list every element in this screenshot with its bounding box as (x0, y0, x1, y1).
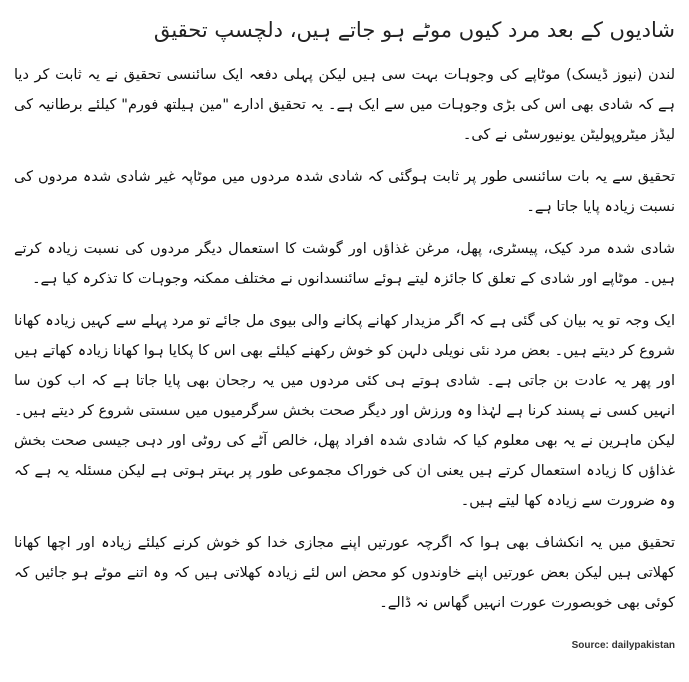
article-paragraph-1: لندن (نیوز ڈیسک) موٹاپے کی وجوہات بہت سی ہیں لیکن پہلی دفعہ ایک سائنسی تحقیق نے یہ ثابت کر دیا ہے کہ شادی بھی اس کی بڑی وجوہات میں سے ایک ہے۔ یہ تحقیق ادارے "مین ہیلتھ فورم" کیلئے برطانیہ کی لیڈز میٹروپولیٹن یونیورسٹی نے کی۔ (14, 67, 675, 143)
article-paragraph-2: تحقیق سے یہ بات سائنسی طور پر ثابت ہوگئی کہ شادی شدہ مردوں میں موٹاپہ غیر شادی شدہ مردوں کی نسبت زیادہ پایا جاتا ہے۔ (14, 169, 675, 215)
news-article (14, 14, 675, 630)
article-paragraph-3: شادی شدہ مرد کیک، پیسٹری، پھل، مرغن غذاؤں اور گوشت کا استعمال دیگر مردوں کی نسبت زیادہ کرتے ہیں۔ موٹاپے اور شادی کے تعلق کا جائزہ لیتے ہوئے سائنسدانوں نے مختلف ممکنہ وجوہات کا تذکرہ کیا ہے۔ (14, 241, 675, 287)
article-paragraph-4: ایک وجہ تو یہ بیان کی گئی ہے کہ اگر مزیدار کھانے پکانے والی بیوی مل جائے تو مرد پہلے سے کہیں زیادہ کھانا شروع کر دیتے ہیں۔ بعض مرد نئی نویلی دلہن کو خوش رکھنے کیلئے بھی اس کا پکایا ہوا کھانا زیادہ کھاتے ہیں اور پھر یہ عادت بن جاتی ہے۔ شادی ہوتے ہی کئی مردوں میں یہ رجحان بھی پایا جاتا ہے کہ اب کون سا انہیں کسی نے پسند کرنا ہے لہٰذا وہ ورزش اور دیگر صحت بخش سرگرمیوں میں سستی شروع کر دیتے ہیں۔ لیکن ماہرین نے یہ بھی معلوم کیا کہ شادی شدہ افراد پھل، خالص آٹے کی روٹی اور دہی جیسی صحت بخش غذاؤں کا زیادہ استعمال کرتے ہیں یعنی ان کی خوراک مجموعی طور پر بہتر ہوتی ہے لیکن مسئلہ یہ ہے کہ وہ ضرورت سے زیادہ کھا لیتے ہیں۔ (14, 313, 675, 509)
article-headline: شادیوں کے بعد مرد کیوں موٹے ہو جاتے ہیں، دلچسپ تحقیق (153, 18, 675, 42)
article-paragraph-5: تحقیق میں یہ انکشاف بھی ہوا کہ اگرچہ عورتیں اپنے مجازی خدا کو خوش کرنے کیلئے زیادہ اور اچھا کھانا کھلاتی ہیں لیکن بعض عورتیں اپنے خاوندوں کو محض اس لئے زیادہ کھلاتی ہیں کہ وہ اتنے موٹے ہو جائیں کہ کوئی بھی خوبصورت عورت انہیں گھاس نہ ڈالے۔ (14, 535, 675, 611)
source-credit: Source: dailypakistan (571, 640, 675, 651)
